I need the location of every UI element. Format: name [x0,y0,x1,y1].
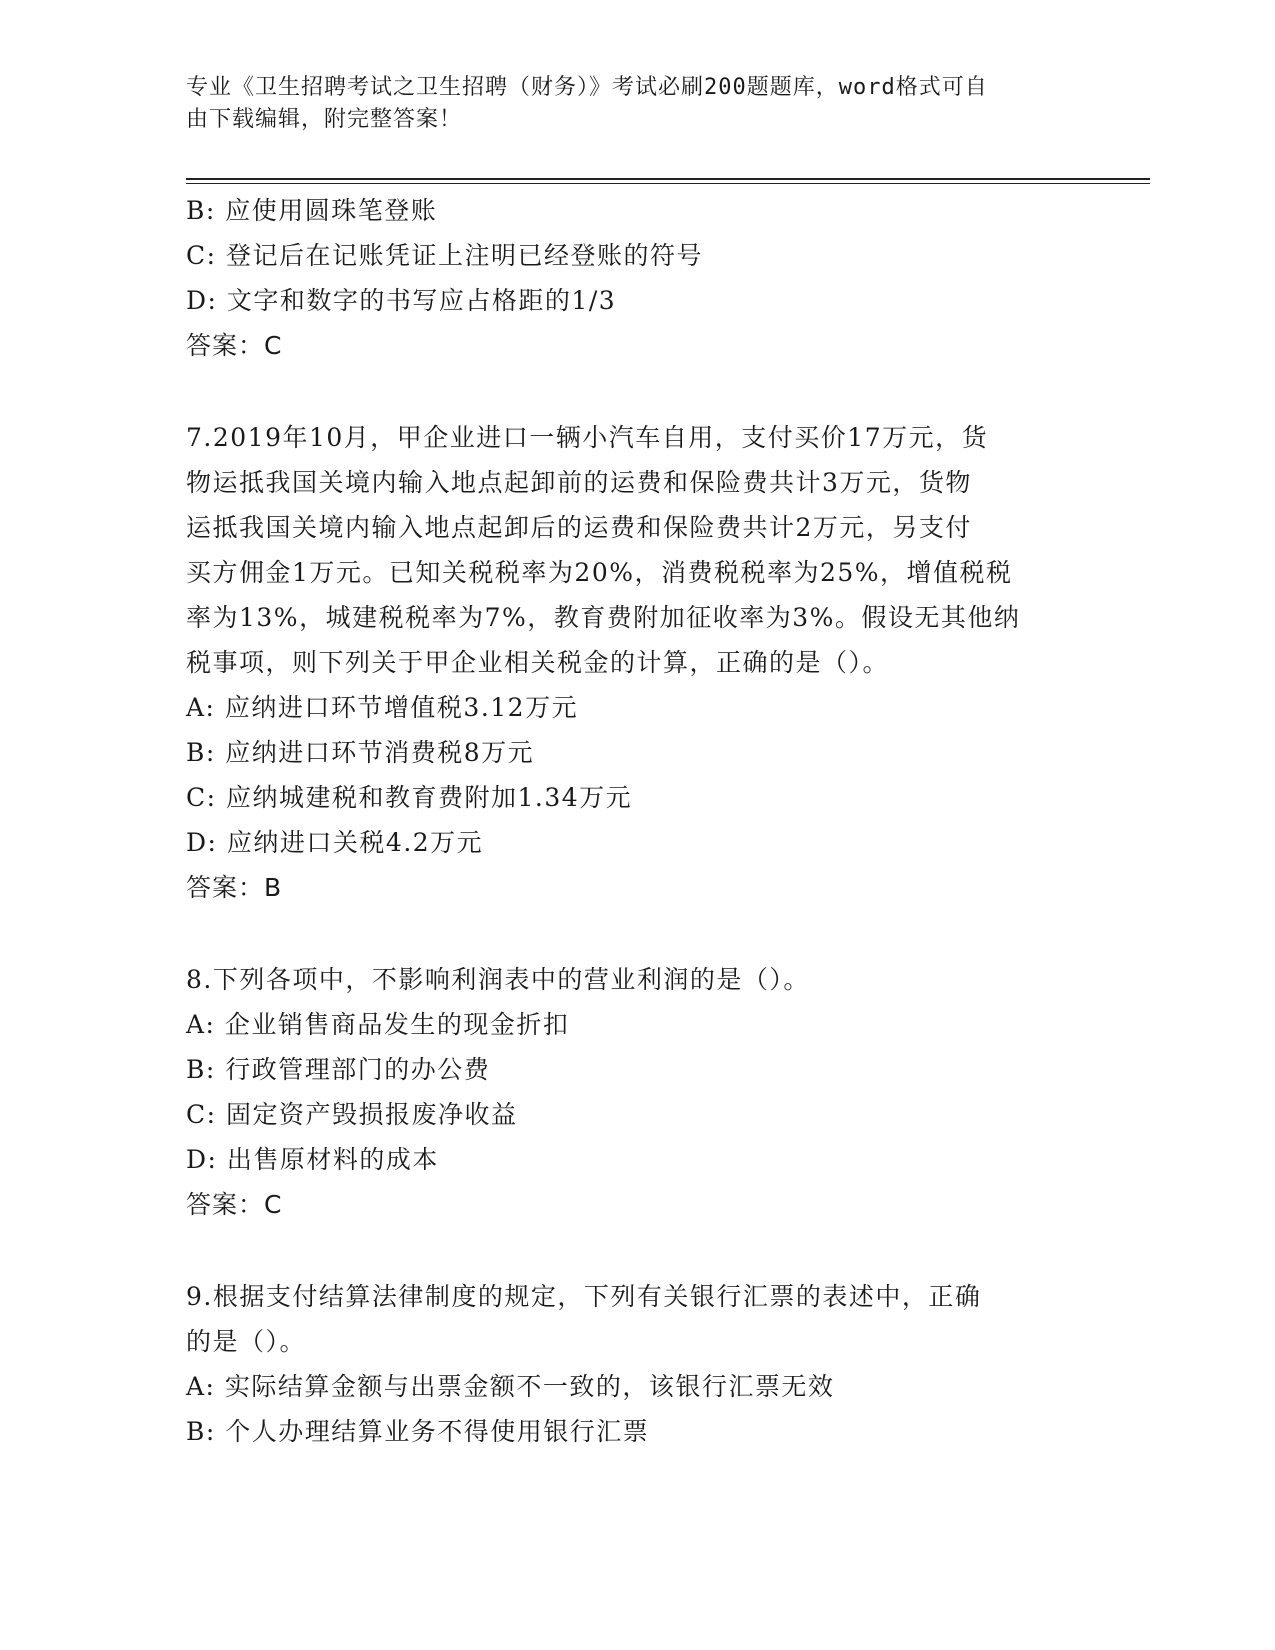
question-stem-line: 物运抵我国关境内输入地点起卸前的运费和保险费共计3万元，货物 [186,468,972,497]
question-content [186,188,1056,1454]
option-b: B: 行政管理部门的办公费 [186,1055,491,1084]
question-9 [186,1274,1056,1454]
header-divider-thick [186,178,1150,180]
option-c: C: 应纳城建税和教育费附加1.34万元 [186,783,633,812]
question-stem-line: 买方佣金1万元。已知关税税率为20%，消费税税率为25%，增值税税 [186,558,1013,587]
question-stem-line: 9.根据支付结算法律制度的规定，下列有关银行汇票的表述中，正确 [186,1282,982,1311]
option-a: A: 实际结算金额与出票金额不一致的，该银行汇票无效 [186,1372,835,1401]
question-6-continued [186,188,1056,368]
option-c: C: 登记后在记账凭证上注明已经登账的符号 [186,241,703,270]
option-d: D: 文字和数字的书写应占格距的1/3 [186,286,617,315]
header-divider-thin [186,183,1150,184]
question-7 [186,415,1056,910]
option-a: A: 应纳进口环节增值税3.12万元 [186,693,579,722]
option-b: B: 应纳进口环节消费税8万元 [186,738,535,767]
header-line-1: 专业《卫生招聘考试之卫生招聘（财务）》考试必刷200题题库，word格式可自 [186,75,988,100]
spacer [186,368,1056,415]
answer-line: 答案：B [186,873,283,902]
document-header [186,72,1056,136]
spacer [186,1227,1056,1274]
option-c: C: 固定资产毁损报废净收益 [186,1100,518,1129]
question-stem-line: 税事项，则下列关于甲企业相关税金的计算，正确的是（）。 [186,648,890,677]
question-stem-line: 率为13%，城建税税率为7%，教育费附加征收率为3%。假设无其他纳 [186,603,1021,632]
option-d: D: 应纳进口关税4.2万元 [186,828,484,857]
header-line-2: 由下载编辑，附完整答案！ [186,107,463,132]
option-a: A: 企业销售商品发生的现金折扣 [186,1010,570,1039]
question-stem-line: 7.2019年10月，甲企业进口一辆小汽车自用，支付买价17万元，货 [186,423,989,452]
answer-line: 答案：C [186,1190,283,1219]
question-8 [186,957,1056,1227]
question-stem-line: 8.下列各项中，不影响利润表中的营业利润的是（）。 [186,965,810,994]
question-stem-line: 的是（）。 [186,1327,307,1356]
option-d: D: 出售原材料的成本 [186,1145,439,1174]
spacer [186,910,1056,957]
question-stem-line: 运抵我国关境内输入地点起卸后的运费和保险费共计2万元，另支付 [186,513,972,542]
option-b: B: 应使用圆珠笔登账 [186,196,438,225]
option-b: B: 个人办理结算业务不得使用银行汇票 [186,1417,650,1446]
answer-line: 答案：C [186,331,283,360]
